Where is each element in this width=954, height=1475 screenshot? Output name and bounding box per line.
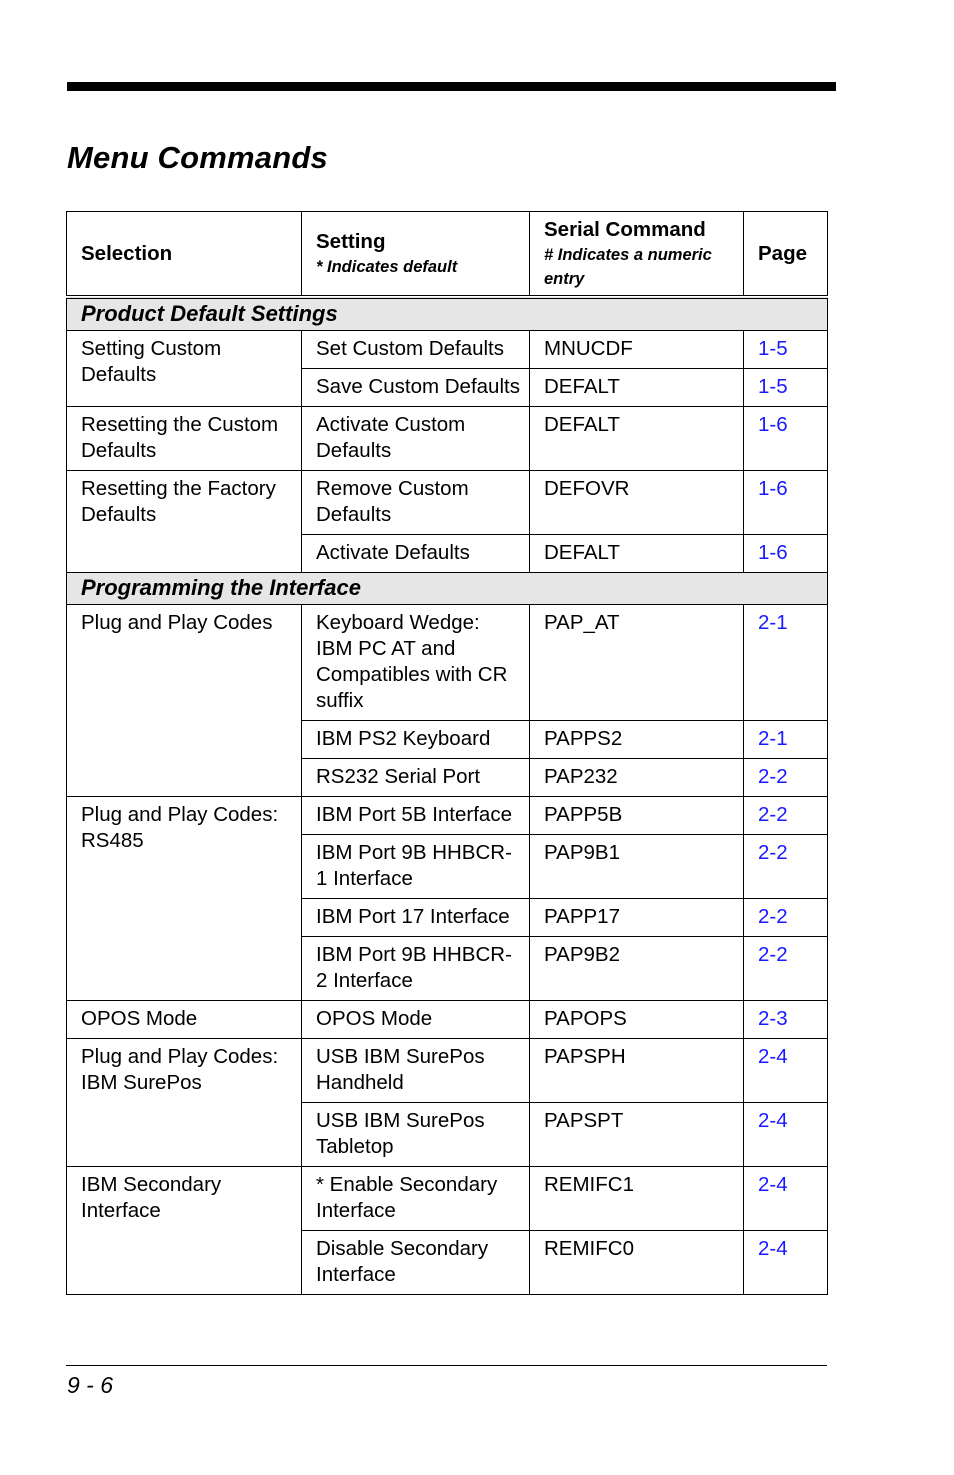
table-row [67, 1039, 828, 1103]
setting-cell: USB IBM SurePos Handheld [302, 1039, 530, 1103]
selection-cell: Plug and Play Codes: IBM SurePos [67, 1039, 302, 1167]
top-rule [67, 82, 836, 91]
section-header-row [67, 573, 828, 605]
setting-cell: Activate Custom Defaults [302, 407, 530, 471]
page-link[interactable]: 1-6 [744, 471, 828, 535]
table-body [67, 297, 828, 1295]
selection-cell: Resetting the Custom Defaults [67, 407, 302, 471]
serial-command-cell: PAPPS2 [530, 721, 744, 759]
footer-rule [66, 1365, 827, 1366]
page-link[interactable]: 2-1 [744, 721, 828, 759]
page-link[interactable]: 2-1 [744, 605, 828, 721]
header-setting-label: Setting [316, 229, 386, 253]
page-link[interactable]: 2-2 [744, 937, 828, 1001]
table-row [67, 471, 828, 535]
setting-cell: USB IBM SurePos Tabletop [302, 1103, 530, 1167]
selection-cell: IBM Secondary Interface [67, 1167, 302, 1295]
header-serial-command [530, 212, 744, 298]
page-link[interactable]: 2-4 [744, 1039, 828, 1103]
setting-cell: RS232 Serial Port [302, 759, 530, 797]
page-link[interactable]: 2-2 [744, 759, 828, 797]
table-row [67, 407, 828, 471]
header-setting [302, 212, 530, 298]
page-link[interactable]: 2-2 [744, 797, 828, 835]
page-link[interactable]: 2-4 [744, 1231, 828, 1295]
serial-command-cell: DEFALT [530, 407, 744, 471]
page-link[interactable]: 1-6 [744, 407, 828, 471]
table-row [67, 605, 828, 721]
setting-cell: IBM Port 9B HHBCR-2 Interface [302, 937, 530, 1001]
section-title: Product Default Settings [67, 297, 828, 331]
table-header-row [67, 212, 828, 298]
setting-cell: Activate Defaults [302, 535, 530, 573]
setting-cell: Save Custom Defaults [302, 369, 530, 407]
serial-command-cell: PAPP5B [530, 797, 744, 835]
serial-command-cell: DEFALT [530, 535, 744, 573]
page-link[interactable]: 1-5 [744, 331, 828, 369]
setting-cell: IBM Port 17 Interface [302, 899, 530, 937]
page-number: 9 - 6 [67, 1372, 114, 1398]
header-page: Page [744, 212, 828, 298]
serial-command-cell: REMIFC0 [530, 1231, 744, 1295]
serial-command-cell: PAP9B1 [530, 835, 744, 899]
serial-command-cell: PAPOPS [530, 1001, 744, 1039]
setting-cell: * Enable Secondary Interface [302, 1167, 530, 1231]
serial-command-cell: DEFOVR [530, 471, 744, 535]
selection-cell: OPOS Mode [67, 1001, 302, 1039]
table-row [67, 797, 828, 835]
page-link[interactable]: 1-5 [744, 369, 828, 407]
page-link[interactable]: 2-4 [744, 1167, 828, 1231]
setting-cell: IBM Port 5B Interface [302, 797, 530, 835]
menu-commands-table [66, 211, 828, 1295]
serial-command-cell: PAPSPT [530, 1103, 744, 1167]
page-link[interactable]: 2-4 [744, 1103, 828, 1167]
section-header-row [67, 297, 828, 331]
selection-cell: Plug and Play Codes: RS485 [67, 797, 302, 1001]
serial-command-cell: REMIFC1 [530, 1167, 744, 1231]
header-serial-label: Serial Command [544, 217, 706, 241]
selection-cell: Resetting the Factory Defaults [67, 471, 302, 573]
serial-command-cell: PAP9B2 [530, 937, 744, 1001]
serial-command-cell: PAPP17 [530, 899, 744, 937]
page-link[interactable]: 2-2 [744, 899, 828, 937]
setting-cell: IBM Port 9B HHBCR-1 Interface [302, 835, 530, 899]
setting-cell: OPOS Mode [302, 1001, 530, 1039]
selection-cell: Plug and Play Codes [67, 605, 302, 797]
page-link[interactable]: 1-6 [744, 535, 828, 573]
setting-cell: Remove Custom Defaults [302, 471, 530, 535]
header-selection: Selection [67, 212, 302, 298]
header-setting-note: * Indicates default [316, 257, 458, 276]
serial-command-cell: PAP232 [530, 759, 744, 797]
serial-command-cell: PAPSPH [530, 1039, 744, 1103]
setting-cell: Set Custom Defaults [302, 331, 530, 369]
setting-cell: Keyboard Wedge: IBM PC AT and Compatibles with CR suffix [302, 605, 530, 721]
serial-command-cell: PAP_AT [530, 605, 744, 721]
header-serial-note: # Indicates a numeric entry [544, 245, 712, 288]
setting-cell: IBM PS2 Keyboard [302, 721, 530, 759]
page-title: Menu Commands [67, 140, 328, 175]
serial-command-cell: DEFALT [530, 369, 744, 407]
table-row [67, 1167, 828, 1231]
page-link[interactable]: 2-2 [744, 835, 828, 899]
serial-command-cell: MNUCDF [530, 331, 744, 369]
table-row [67, 331, 828, 369]
setting-cell: Disable Secondary Interface [302, 1231, 530, 1295]
selection-cell: Setting Custom Defaults [67, 331, 302, 407]
section-title: Programming the Interface [67, 573, 828, 605]
page-link[interactable]: 2-3 [744, 1001, 828, 1039]
table-row [67, 1001, 828, 1039]
